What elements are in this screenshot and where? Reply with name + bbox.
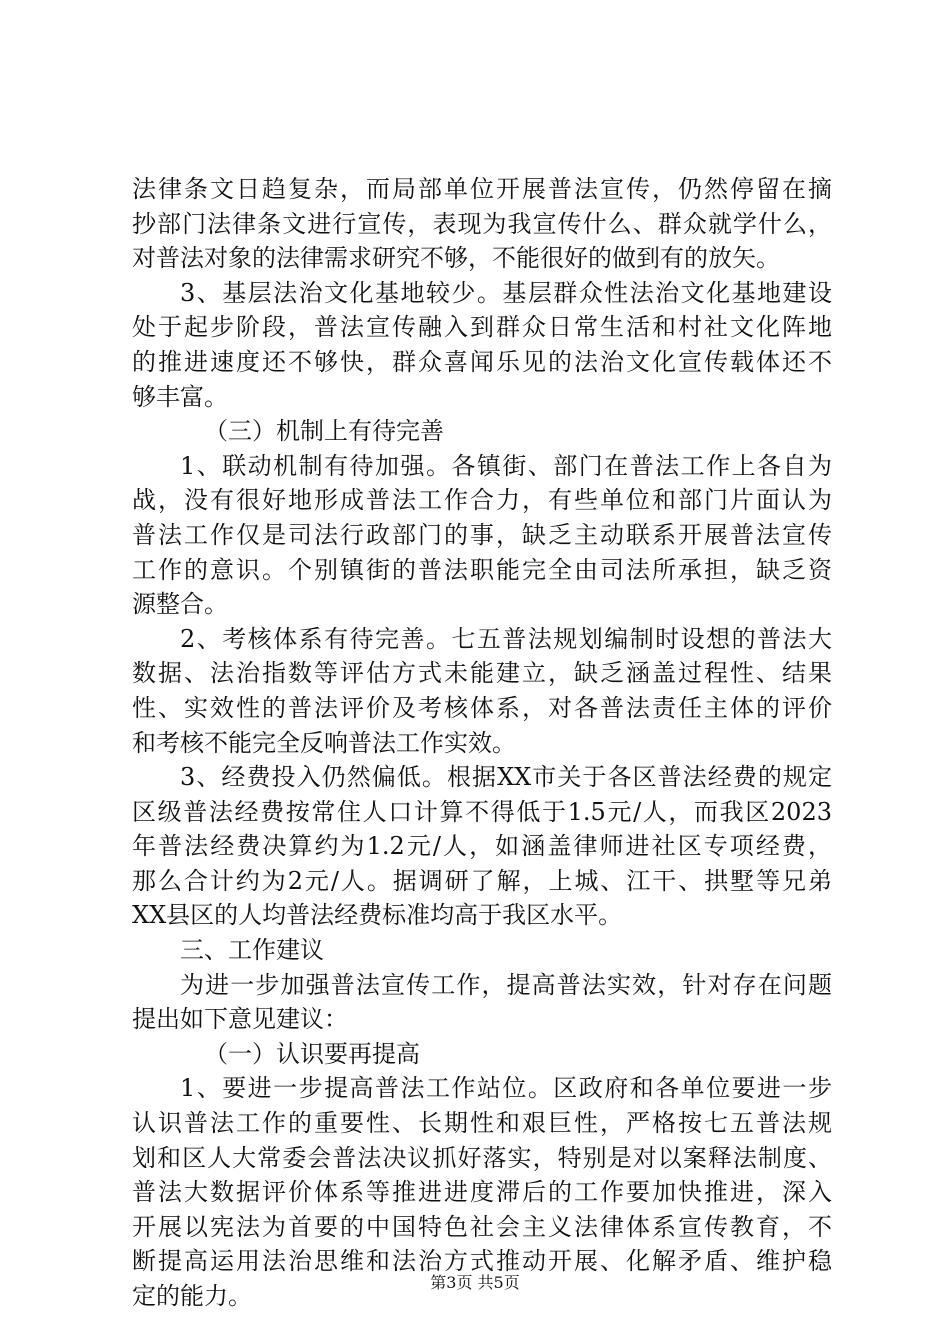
text-line: 法律条文日趋复杂，而局部单位开展普法宣传，仍然停留在摘 — [132, 175, 832, 203]
section-heading: 三、工作建议 — [180, 936, 324, 965]
text-line: 抄部门法律条文进行宣传，表现为我宣传什么、群众就学什么， — [132, 209, 832, 238]
text-line: 对普法对象的法律需求研究不够，不能很好的做到有的放矢。 — [132, 244, 780, 273]
document-body — [132, 172, 832, 1314]
text-line: 的推进速度还不够快，群众喜闻乐见的法治文化宣传载体还不 — [132, 347, 832, 376]
text-line: 年普法经费决算约为1.2元/人，如涵盖律师进社区专项经费， — [132, 832, 832, 861]
page-number: 第3页 共5页 — [430, 1273, 520, 1292]
section-heading: （一）认识要再提高 — [204, 1039, 420, 1068]
text-line: 1、联动机制有待加强。各镇街、部门在普法工作上各自为 — [180, 451, 832, 480]
text-line: 普法大数据评价体系等推进进度滞后的工作要加快推进，深入 — [132, 1178, 832, 1207]
text-line: XX县区的人均普法经费标准均高于我区水平。 — [132, 901, 623, 930]
text-line: 划和区人大常委会普法决议抓好落实，特别是对以案释法制度、 — [132, 1143, 832, 1172]
text-line: 处于起步阶段，普法宣传融入到群众日常生活和村社文化阵地 — [132, 313, 832, 342]
text-line: 区级普法经费按常住人口计算不得低于1.5元/人，而我区2023 — [132, 797, 832, 826]
text-line: 数据、法治指数等评估方式未能建立，缺乏涵盖过程性、结果 — [132, 659, 832, 688]
section-heading: （三）机制上有待完善 — [204, 417, 444, 446]
text-line: 认识普法工作的重要性、长期性和艰巨性，严格按七五普法规 — [132, 1109, 832, 1138]
text-line: 那么合计约为2元/人。据调研了解，上城、江干、拱墅等兄弟 — [132, 866, 832, 895]
text-line: 2、考核体系有待完善。七五普法规划编制时设想的普法大 — [180, 624, 832, 653]
text-line: 源整合。 — [132, 590, 228, 619]
text-line: 定的能力。 — [132, 1282, 252, 1310]
text-line: 工作的意识。个别镇街的普法职能完全由司法所承担，缺乏资 — [132, 555, 832, 584]
text-line: 3、基层法治文化基地较少。基层群众性法治文化基地建设 — [180, 278, 832, 307]
text-line: 性、实效性的普法评价及考核体系，对各普法责任主体的评价 — [132, 693, 832, 722]
text-line: 1、要进一步提高普法工作站位。区政府和各单位要进一步 — [180, 1074, 832, 1103]
text-line: 战，没有很好地形成普法工作合力，有些单位和部门片面认为 — [132, 486, 832, 515]
text-line: 开展以宪法为首要的中国特色社会主义法律体系宣传教育，不 — [132, 1212, 832, 1241]
text-line: 3、经费投入仍然偏低。根据XX市关于各区普法经费的规定 — [180, 763, 832, 792]
text-line: 为进一步加强普法宣传工作，提高普法实效，针对存在问题 — [180, 970, 832, 999]
text-line: 够丰富。 — [132, 382, 228, 411]
text-line: 断提高运用法治思维和法治方式推动开展、化解矛盾、维护稳 — [132, 1247, 832, 1276]
text-line: 提出如下意见建议： — [132, 1005, 348, 1034]
text-line: 和考核不能完全反响普法工作实效。 — [132, 728, 516, 757]
text-line: 普法工作仅是司法行政部门的事，缺乏主动联系开展普法宣传 — [132, 520, 832, 549]
